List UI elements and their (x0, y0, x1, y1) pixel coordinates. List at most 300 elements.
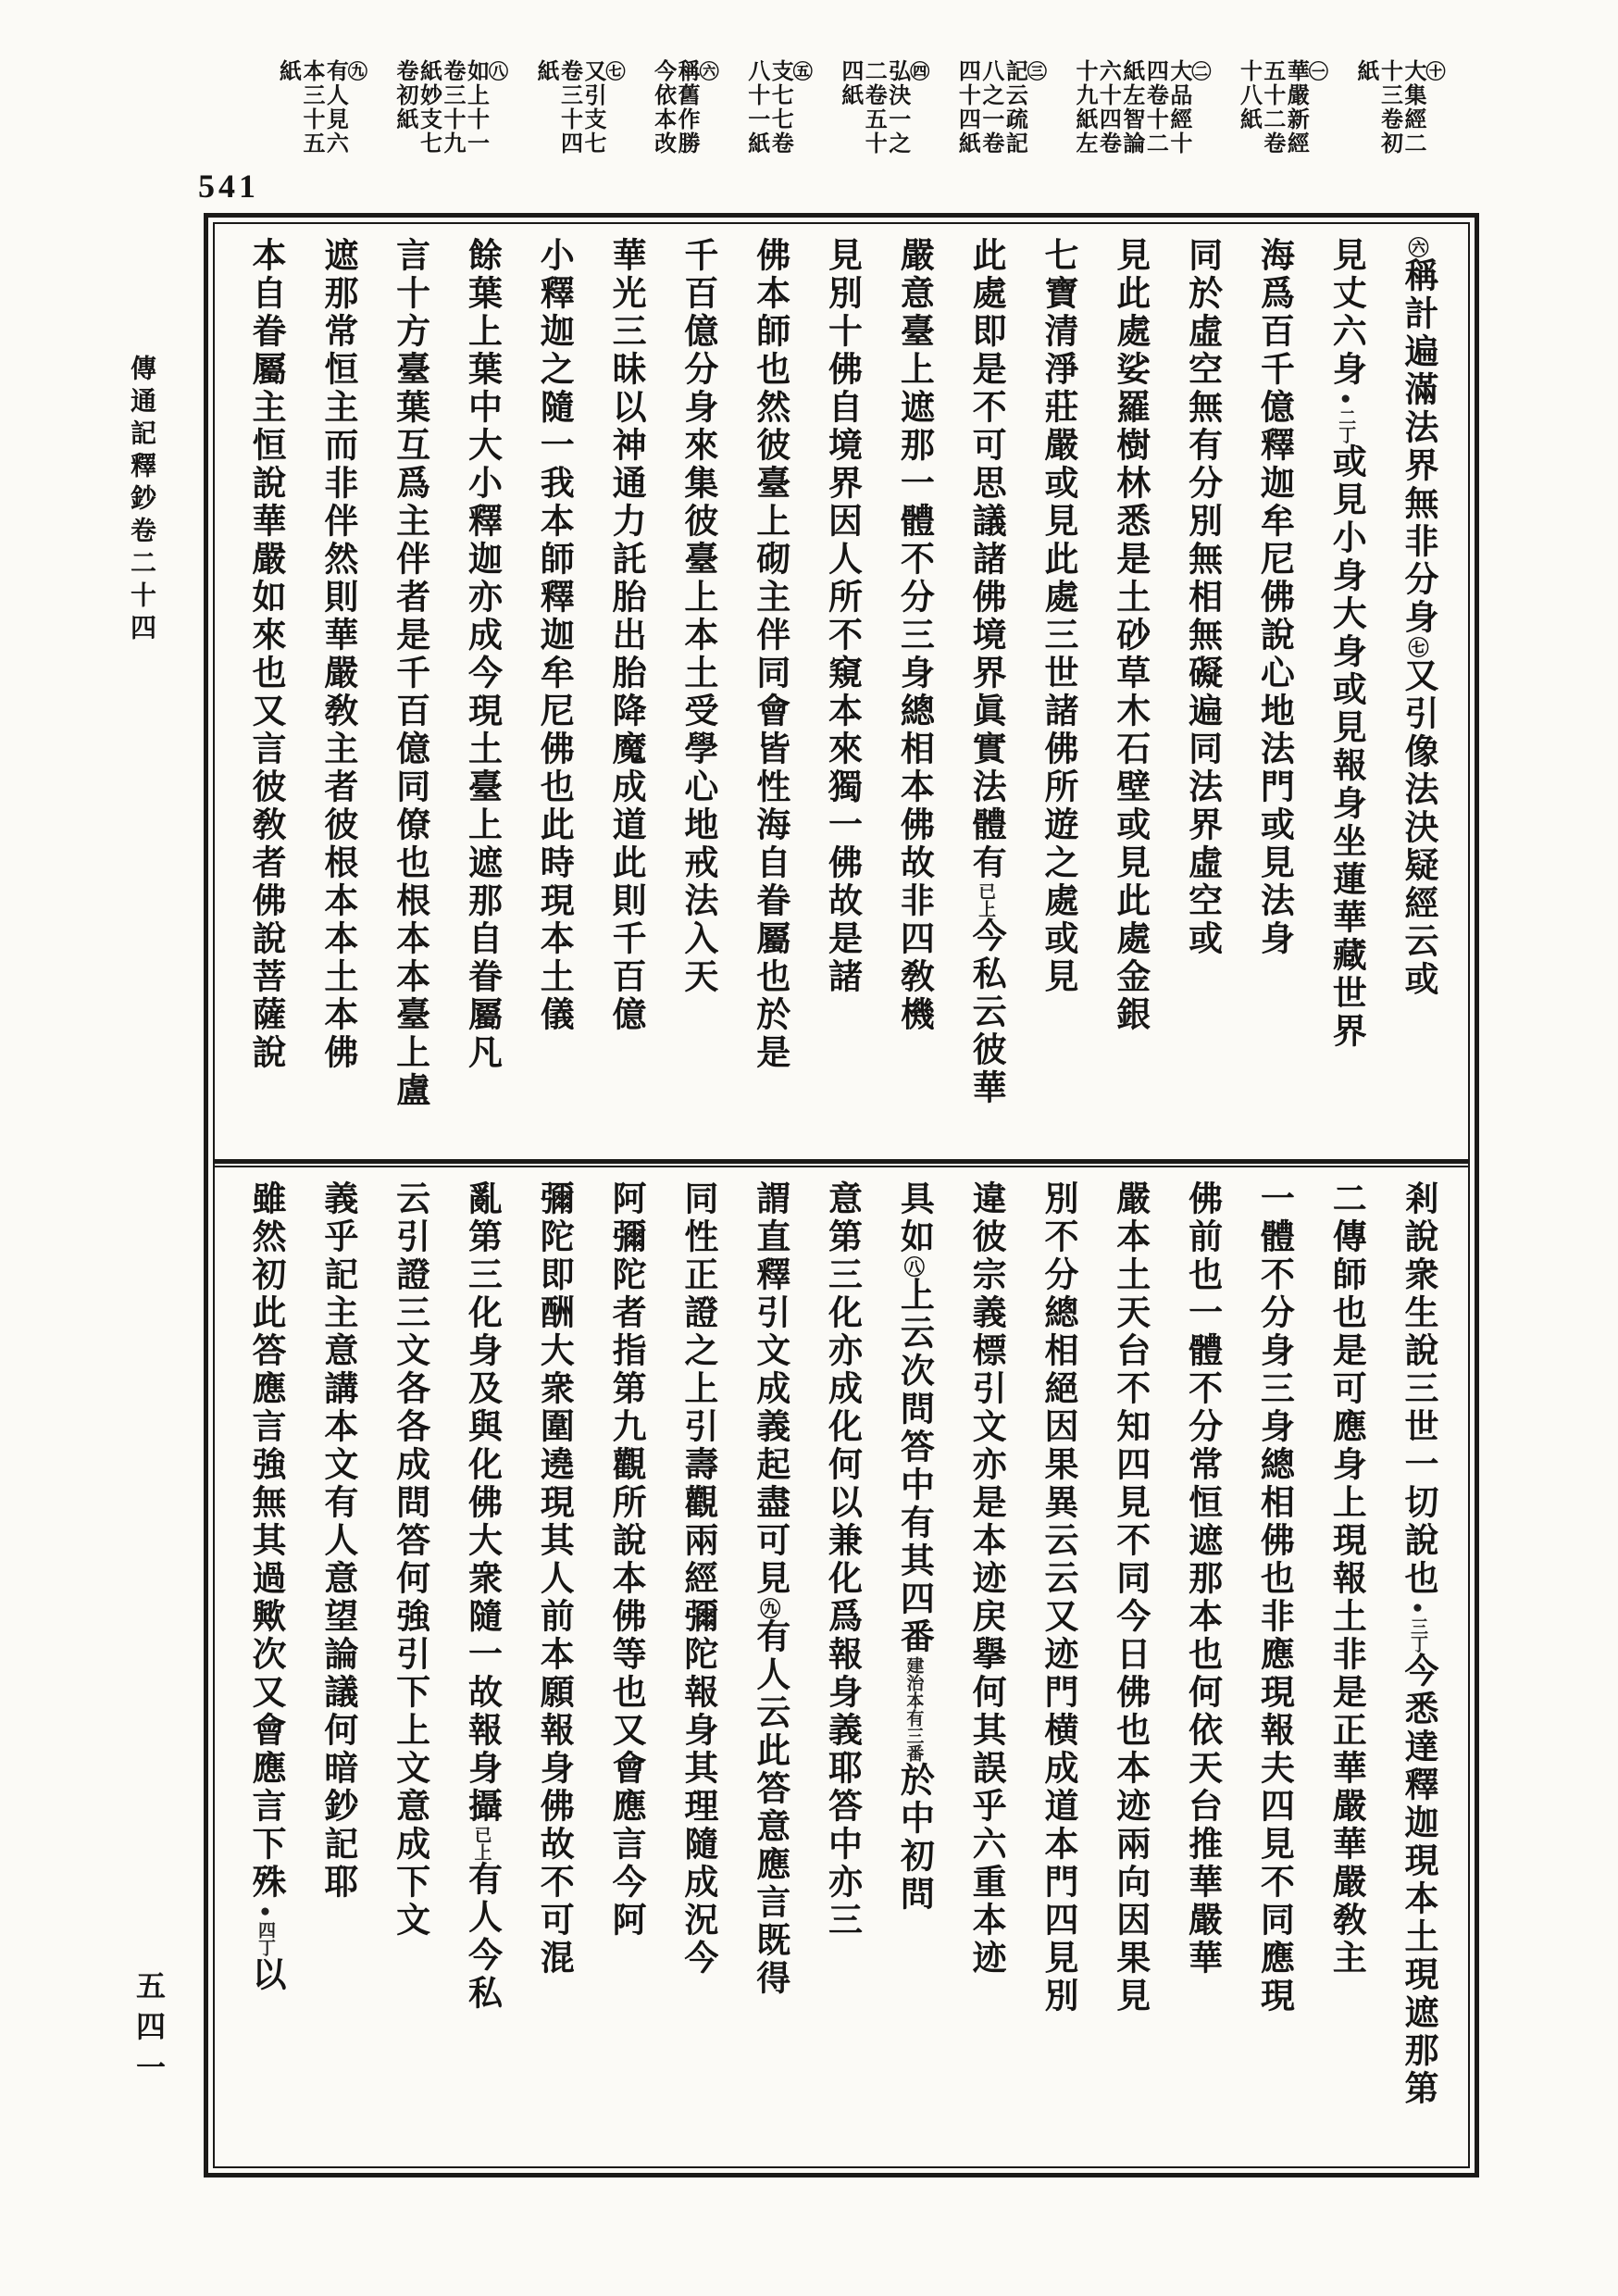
glyph: 說 (246, 1034, 284, 1072)
glyph: 問 (894, 1876, 933, 1914)
glyph: 光 (606, 275, 645, 313)
glyph: 總 (894, 693, 933, 730)
text-column (590, 237, 661, 1154)
citation-note-column: 卷初紙 (392, 59, 417, 131)
glyph: 分 (1399, 561, 1437, 599)
glyph: 恒 (317, 351, 356, 389)
glyph: 眷 (462, 958, 501, 996)
glyph: 此 (246, 1294, 284, 1332)
glyph: 同 (1182, 730, 1221, 768)
glyph: 常 (1182, 1446, 1221, 1484)
glyph: 以 (246, 1956, 284, 1994)
register-divider-rule (215, 1159, 1468, 1167)
glyph: 界 (1326, 1013, 1365, 1051)
glyph: 佛 (246, 882, 284, 920)
glyph: 化 (822, 1408, 861, 1446)
glyph: 三 (462, 1256, 501, 1294)
glyph: 伴 (317, 503, 356, 541)
glyph: 台 (1110, 1332, 1149, 1370)
glyph: 那 (894, 427, 933, 465)
glyph: 然 (750, 389, 789, 427)
glyph: 宗 (966, 1256, 1005, 1294)
glyph: 果 (1110, 1940, 1149, 1978)
glyph: 自 (822, 389, 861, 427)
glyph: 敎 (894, 958, 933, 996)
glyph: 虛 (1182, 844, 1221, 882)
glyph: 彼 (678, 503, 716, 541)
glyph: 華 (1326, 1826, 1365, 1864)
circled-number-marker: ㊅ (1406, 237, 1429, 257)
glyph: 成 (606, 768, 645, 806)
glyph: 本 (390, 958, 429, 996)
glyph: 相 (1254, 1484, 1293, 1522)
glyph: 千 (390, 655, 429, 693)
glyph: 別 (1182, 503, 1221, 541)
glyph: 第 (462, 1218, 501, 1256)
glyph: 故 (534, 1826, 573, 1864)
text-column (662, 237, 733, 1154)
glyph: 所 (606, 1484, 645, 1522)
glyph: 嚴 (1182, 1902, 1221, 1940)
glyph: 現 (534, 882, 573, 920)
glyph: 尼 (534, 693, 573, 730)
glyph: 也 (1182, 1256, 1221, 1294)
glyph: 此 (1038, 541, 1077, 579)
glyph: 臺 (390, 996, 429, 1034)
glyph: 六 (1326, 313, 1365, 351)
glyph: 云 (1399, 923, 1437, 961)
glyph: 是 (822, 920, 861, 958)
glyph: 蓮 (1326, 861, 1365, 899)
glyph: 各 (390, 1370, 429, 1408)
glyph: 地 (678, 806, 716, 844)
text-column (950, 1180, 1021, 2161)
glyph: 此 (1110, 275, 1149, 313)
glyph: 各 (390, 1408, 429, 1446)
citation-note-column: 卷三十九 (439, 59, 464, 156)
glyph: 前 (534, 1598, 573, 1636)
glyph: 薩 (246, 996, 284, 1034)
glyph: 草 (1110, 655, 1149, 693)
glyph: 迦 (1254, 465, 1293, 503)
text-column (1310, 237, 1381, 1154)
glyph: 雖 (246, 1180, 284, 1218)
glyph: 知 (1110, 1408, 1149, 1446)
glyph: 陀 (678, 1636, 716, 1674)
glyph: 門 (1038, 1674, 1077, 1712)
text-column-content (1328, 237, 1363, 1154)
glyph: 生 (1399, 1294, 1437, 1332)
glyph: 身 (1326, 1446, 1365, 1484)
glyph: 見 (1326, 237, 1365, 275)
glyph: 入 (678, 920, 716, 958)
glyph: 爲 (390, 465, 429, 503)
glyph: 牟 (534, 655, 573, 693)
inline-small-note: 建治本有三番 (903, 1656, 924, 1762)
glyph: 上 (462, 313, 501, 351)
glyph: 金 (1110, 958, 1149, 996)
glyph: 說 (246, 920, 284, 958)
glyph: 說 (1399, 1218, 1437, 1256)
glyph: 不 (1182, 1370, 1221, 1408)
glyph: 及 (462, 1370, 501, 1408)
glyph: 亦 (822, 1864, 861, 1902)
glyph: 非 (317, 465, 356, 503)
glyph: 成 (390, 1446, 429, 1484)
glyph: 亂 (462, 1180, 501, 1218)
glyph: 一 (1182, 1294, 1221, 1332)
text-column (662, 1180, 733, 2161)
glyph: 本 (534, 503, 573, 541)
glyph: 是 (1326, 1332, 1365, 1370)
glyph: 三 (390, 1294, 429, 1332)
circled-number-marker: ㊀ (1306, 61, 1329, 81)
glyph: 擧 (966, 1636, 1005, 1674)
glyph: 分 (1182, 1408, 1221, 1446)
glyph: 七 (1038, 237, 1077, 275)
glyph: 果 (1038, 1446, 1077, 1484)
glyph: 華 (317, 617, 356, 655)
glyph: 本 (317, 996, 356, 1034)
glyph: 體 (966, 806, 1005, 844)
glyph: 云 (1038, 1522, 1077, 1560)
glyph: 又 (1038, 1598, 1077, 1636)
text-column (1022, 1180, 1093, 2161)
glyph: 可 (750, 1522, 789, 1560)
text-column-content (1182, 1180, 1221, 2161)
glyph: 經 (678, 1560, 716, 1598)
glyph: 一 (1254, 1180, 1293, 1218)
text-column (445, 237, 517, 1154)
glyph: 現 (534, 1484, 573, 1522)
glyph: 今 (606, 1864, 645, 1902)
glyph: 第 (1399, 2070, 1437, 2108)
glyph: 云 (966, 993, 1005, 1031)
glyph: 得 (750, 1960, 789, 1998)
glyph: 見 (1254, 844, 1293, 882)
glyph: 敎 (1326, 1902, 1365, 1940)
glyph: 本 (1038, 1826, 1077, 1864)
glyph: 等 (606, 1636, 645, 1674)
glyph: 報 (462, 1712, 501, 1750)
text-column-content (680, 1180, 715, 2161)
glyph: 大 (462, 427, 501, 465)
glyph: 遮 (1182, 1522, 1221, 1560)
glyph: 有 (462, 1861, 501, 1899)
glyph: 本 (822, 693, 861, 730)
glyph: 耶 (317, 1864, 356, 1902)
citation-note-group (276, 59, 366, 156)
glyph: 三 (822, 1902, 861, 1940)
glyph: 自 (462, 920, 501, 958)
glyph: 有 (894, 1504, 933, 1542)
glyph: 意 (317, 1560, 356, 1598)
citation-note-column: 四卷十二 (1142, 59, 1167, 156)
glyph: 界 (1182, 806, 1221, 844)
glyph: 此 (534, 806, 573, 844)
glyph: 思 (966, 465, 1005, 503)
glyph: 法 (1399, 409, 1437, 447)
text-column (1310, 1180, 1381, 2161)
glyph: 報 (1326, 747, 1365, 785)
text-column (1166, 237, 1238, 1154)
glyph: 三 (894, 617, 933, 655)
text-column (734, 1180, 805, 2161)
glyph: 可 (1326, 1370, 1365, 1408)
glyph: 非 (1254, 1598, 1293, 1636)
glyph: 千 (678, 237, 716, 275)
glyph: 中 (822, 1826, 861, 1864)
text-column-content (1110, 237, 1149, 1154)
glyph: 彼 (246, 768, 284, 806)
glyph: 私 (966, 955, 1005, 993)
glyph: 或 (1254, 806, 1293, 844)
glyph: 見 (1326, 709, 1365, 747)
glyph: 臺 (462, 768, 501, 806)
glyph: 那 (462, 882, 501, 920)
citation-note-column: 十八紙 (1236, 59, 1261, 131)
glyph: 標 (966, 1332, 1005, 1370)
glyph: 師 (1326, 1256, 1365, 1294)
text-column-content (606, 237, 645, 1154)
glyph: 成 (678, 1864, 716, 1902)
glyph: 丈 (1326, 275, 1365, 313)
glyph: 本 (317, 882, 356, 920)
glyph: 證 (678, 1294, 716, 1332)
glyph: 見 (750, 1560, 789, 1598)
glyph: 上 (894, 1277, 933, 1315)
glyph: 一 (822, 806, 861, 844)
citation-note-column: 紙 (1353, 59, 1377, 83)
glyph: 乎 (966, 1788, 1005, 1826)
glyph: 也 (246, 655, 284, 693)
glyph: 上 (462, 806, 501, 844)
circled-number-marker: ㊆ (604, 61, 626, 81)
glyph: 寶 (1038, 275, 1077, 313)
glyph: 同 (678, 1180, 716, 1218)
glyph: 也 (1182, 1636, 1221, 1674)
glyph: 悉 (1399, 1691, 1437, 1728)
glyph: 如 (246, 579, 284, 617)
glyph: 會 (750, 693, 789, 730)
glyph: 證 (390, 1256, 429, 1294)
glyph: 亦 (966, 1446, 1005, 1484)
glyph: 者 (606, 1294, 645, 1332)
glyph: 見 (822, 237, 861, 275)
glyph: 滿 (1399, 371, 1437, 409)
glyph: 絕 (1038, 1370, 1077, 1408)
circled-number-marker: ㊂ (1025, 61, 1048, 81)
glyph: 無 (1182, 389, 1221, 427)
glyph: 今 (1399, 1653, 1437, 1691)
glyph: 日 (1110, 1636, 1149, 1674)
circled-number-marker: ㊄ (790, 61, 814, 81)
glyph: 今 (966, 917, 1005, 955)
glyph: 性 (678, 1218, 716, 1256)
glyph: 兩 (678, 1522, 716, 1560)
glyph: 不 (894, 541, 933, 579)
glyph: 分 (1038, 1256, 1077, 1294)
glyph: 上 (894, 351, 933, 389)
glyph: 彌 (534, 1180, 573, 1218)
glyph: 藏 (1326, 937, 1365, 975)
glyph: 眞 (966, 693, 1005, 730)
glyph: 處 (966, 275, 1005, 313)
glyph: 身 (462, 1332, 501, 1370)
glyph: 成 (750, 1370, 789, 1408)
glyph: 來 (246, 617, 284, 655)
glyph: 現 (1326, 1522, 1365, 1560)
glyph: 剎 (1399, 1180, 1437, 1218)
glyph: 佛 (1254, 1522, 1293, 1560)
glyph: 四 (1254, 1788, 1293, 1826)
glyph: 意 (750, 1808, 789, 1846)
text-column-content (1328, 1180, 1363, 2161)
glyph: 何 (1182, 1674, 1221, 1712)
circled-number-marker: ㊃ (907, 61, 930, 81)
glyph: 應 (750, 1846, 789, 1884)
glyph: 身 (462, 1750, 501, 1788)
glyph: 本 (1110, 1750, 1149, 1788)
glyph: 礙 (1182, 655, 1221, 693)
glyph: 次 (894, 1353, 933, 1391)
glyph: 報 (1254, 1712, 1293, 1750)
glyph: 横 (1038, 1712, 1077, 1750)
glyph: 土 (317, 958, 356, 996)
glyph: 說 (1399, 1332, 1437, 1370)
glyph: 殊 (246, 1864, 284, 1902)
glyph: 今 (462, 1937, 501, 1975)
glyph: 隨 (534, 389, 573, 427)
glyph: 同 (390, 768, 429, 806)
citation-note-column: 五十二卷 (1259, 59, 1284, 156)
glyph: 不 (1110, 1370, 1149, 1408)
glyph: 本 (534, 920, 573, 958)
glyph: 上 (390, 1034, 429, 1072)
glyph: 見 (1110, 844, 1149, 882)
glyph: 見 (1038, 958, 1077, 996)
text-column-content (317, 1180, 356, 2161)
glyph: 故 (462, 1674, 501, 1712)
glyph: 言 (246, 1408, 284, 1446)
glyph: 學 (678, 730, 716, 768)
glyph: 處 (1038, 882, 1077, 920)
text-column (1238, 1180, 1309, 2161)
glyph: 次 (246, 1636, 284, 1674)
glyph: 應 (1254, 1636, 1293, 1674)
glyph: 海 (1254, 237, 1293, 275)
glyph: 自 (246, 275, 284, 313)
glyph: 十 (390, 275, 429, 313)
glyph: 見 (1038, 1940, 1077, 1978)
glyph: 分 (678, 351, 716, 389)
citation-note-column: 如上十一 (463, 59, 488, 156)
glyph: 遮 (317, 237, 356, 275)
glyph: 儀 (534, 996, 573, 1034)
text-column (517, 1180, 589, 2161)
glyph: 本 (678, 617, 716, 655)
glyph: 本 (390, 920, 429, 958)
glyph: 本 (1399, 1880, 1437, 1918)
glyph: 本 (750, 275, 789, 313)
glyph: 而 (317, 427, 356, 465)
glyph: 迹 (966, 1940, 1005, 1978)
glyph: 一 (1399, 1446, 1437, 1484)
glyph: 也 (750, 351, 789, 389)
glyph: 耶 (822, 1750, 861, 1788)
glyph: 成 (462, 617, 501, 655)
glyph: 其 (894, 1542, 933, 1580)
citation-note-group (1354, 59, 1444, 156)
glyph: 報 (1326, 1560, 1365, 1598)
glyph: 衆 (534, 1370, 573, 1408)
lower-text-register (215, 1167, 1468, 2166)
glyph: 初 (246, 1256, 284, 1294)
glyph: 身 (894, 655, 933, 693)
glyph: 阿 (606, 1180, 645, 1218)
glyph: 我 (534, 465, 573, 503)
glyph: 嚴 (894, 237, 933, 275)
glyph: 也 (1110, 1712, 1149, 1750)
glyph: 言 (750, 1884, 789, 1922)
glyph: 現 (1254, 1674, 1293, 1712)
glyph: 法 (1254, 882, 1293, 920)
glyph: 盡 (750, 1484, 789, 1522)
glyph: 觀 (606, 1446, 645, 1484)
glyph: 釋 (534, 579, 573, 617)
text-column-content (1040, 237, 1075, 1154)
glyph: 相 (1038, 1332, 1077, 1370)
glyph: 說 (1254, 617, 1293, 655)
glyph: 盧 (390, 1072, 429, 1110)
text-column (1094, 237, 1165, 1154)
glyph: 空 (1182, 882, 1221, 920)
glyph: 億 (606, 996, 645, 1034)
glyph: 臺 (894, 313, 933, 351)
glyph: 或 (1038, 465, 1077, 503)
glyph: 是 (966, 1484, 1005, 1522)
glyph: 嚴 (1110, 1180, 1149, 1218)
glyph: 分 (1254, 1294, 1293, 1332)
glyph: 所 (822, 579, 861, 617)
glyph: 臺 (390, 351, 429, 389)
glyph: 三 (822, 1256, 861, 1294)
citation-note-column: 八之一卷 (977, 59, 1002, 156)
glyph: 隨 (462, 1598, 501, 1636)
glyph: 別 (1038, 1978, 1077, 2015)
glyph: 門 (1038, 1864, 1077, 1902)
glyph: 衆 (462, 1560, 501, 1598)
text-frame-inner-rule (213, 222, 1470, 2168)
glyph: 即 (966, 313, 1005, 351)
text-column (877, 237, 949, 1154)
citation-note-column: 卷三十四 (556, 59, 581, 156)
glyph: 迹 (1110, 1788, 1149, 1826)
glyph: 嚴 (246, 541, 284, 579)
glyph: 於 (750, 996, 789, 1034)
inline-small-note: 已上 (471, 1826, 492, 1861)
glyph: 神 (606, 427, 645, 465)
glyph: 決 (1399, 809, 1437, 847)
glyph: 願 (534, 1674, 573, 1712)
glyph: 非 (894, 882, 933, 920)
glyph: 傳 (1326, 1218, 1365, 1256)
glyph: 見 (1326, 481, 1365, 519)
glyph: 餘 (462, 237, 501, 275)
glyph: 土 (534, 958, 573, 996)
glyph: 屬 (246, 351, 284, 389)
glyph: 上 (750, 503, 789, 541)
